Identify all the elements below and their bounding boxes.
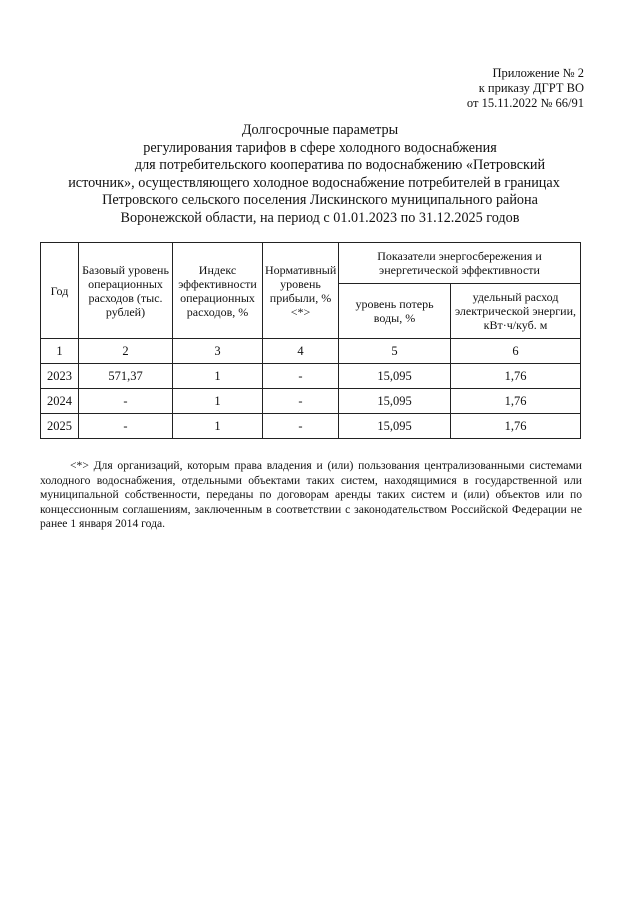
column-number: 6 (451, 339, 581, 364)
title-line-4: источник», осуществляющего холодное водоснабжение потребителей в границах (68, 174, 560, 191)
title-line-6: Воронежской области, на период с 01.01.2023 по 31.12.2025 годов (120, 209, 520, 226)
cell-electricity: 1,76 (451, 414, 581, 439)
header-year: Год (41, 243, 79, 339)
cell-profit-level: - (263, 389, 339, 414)
cell-base-level: - (79, 389, 173, 414)
title-line-2: регулирования тарифов в сфере холодного водоснабжения (143, 139, 497, 156)
table-header-row (41, 243, 581, 284)
document-title (40, 122, 600, 227)
column-number-row (41, 339, 581, 364)
cell-electricity: 1,76 (451, 364, 581, 389)
title-line-1: Долгосрочные параметры (241, 122, 399, 138)
appendix-order-ref: к приказу ДГРТ ВО (478, 81, 584, 95)
cell-base-level: 571,37 (79, 364, 173, 389)
appendix-order-date: от 15.11.2022 № 66/91 (466, 96, 584, 110)
column-number: 1 (41, 339, 79, 364)
header-profit-level: Нормативный уровень прибыли, % <*> (263, 243, 339, 339)
cell-year: 2024 (41, 389, 79, 414)
column-number: 2 (79, 339, 173, 364)
cell-efficiency-index: 1 (173, 364, 263, 389)
cell-efficiency-index: 1 (173, 389, 263, 414)
cell-efficiency-index: 1 (173, 414, 263, 439)
parameters-table (40, 242, 581, 439)
cell-water-loss: 15,095 (339, 414, 451, 439)
appendix-reference (467, 66, 584, 111)
cell-year: 2023 (41, 364, 79, 389)
cell-base-level: - (79, 414, 173, 439)
column-number: 3 (173, 339, 263, 364)
cell-year: 2025 (41, 414, 79, 439)
header-water-loss: уровень потерь воды, % (339, 284, 451, 339)
cell-water-loss: 15,095 (339, 389, 451, 414)
cell-electricity: 1,76 (451, 389, 581, 414)
table-row (41, 364, 581, 389)
header-energy-group: Показатели энергосбережения и энергетической эффективности (339, 243, 581, 284)
header-base-level: Базовый уровень операционных расходов (тыс. рублей) (79, 243, 173, 339)
cell-profit-level: - (263, 414, 339, 439)
footnote-text: <*> Для организаций, которым права владения и (или) пользования централизованными системами холодного водоснабжения, отдельными объектами таких систем, находящимися в государственной или муниципальной собственности, переданы по договорам аренды таких систем и (или) объектов или по концессионным соглашениям, заключенным в соответствии с законодательством Российской Федерации не ранее 1 января 2014 года. (40, 459, 582, 531)
cell-profit-level: - (263, 364, 339, 389)
cell-water-loss: 15,095 (339, 364, 451, 389)
header-efficiency-index: Индекс эффективности операционных расходов, % (173, 243, 263, 339)
appendix-number: Приложение № 2 (492, 66, 584, 80)
title-line-3: для потребительского кооператива по водоснабжению «Петровский (134, 157, 546, 173)
table-row (41, 389, 581, 414)
title-line-5: Петровского сельского поселения Лискинского муниципального района (102, 192, 538, 208)
column-number: 4 (263, 339, 339, 364)
header-electricity: удельный расход электрической энергии, кВт·ч/куб. м (451, 284, 581, 339)
footnote (40, 459, 582, 532)
table-row (41, 414, 581, 439)
column-number: 5 (339, 339, 451, 364)
